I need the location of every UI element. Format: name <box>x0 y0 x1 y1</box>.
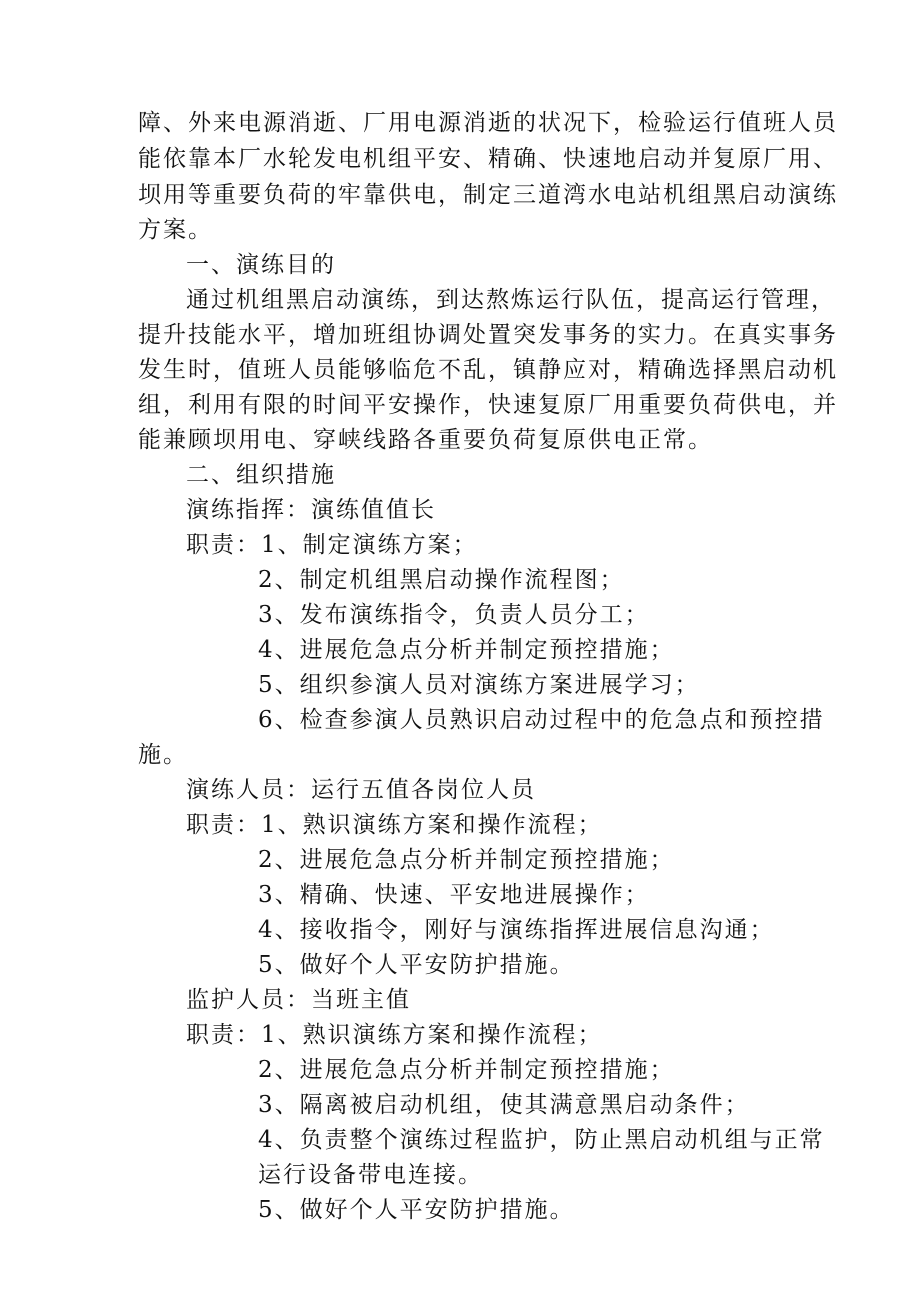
commander-duty-1: 职责：1、制定演练方案； <box>186 532 478 558</box>
participants-duty-5: 5、做好个人平安防护措施。 <box>258 952 575 978</box>
participants-role: 演练人员：运行五值各岗位人员 <box>186 777 536 803</box>
commander-duty-6-wrap: 施。 <box>138 742 188 768</box>
section-heading-organization: 二、组织措施 <box>186 462 336 488</box>
purpose-line-3: 发生时，值班人员能够临危不乱，镇静应对，精确选择黑启动机 <box>138 357 838 383</box>
commander-duty-4: 4、进展危急点分析并制定预控措施； <box>258 637 675 663</box>
commander-duty-2: 2、制定机组黑启动操作流程图； <box>258 567 625 593</box>
commander-duty-6: 6、检查参演人员熟识启动过程中的危急点和预控措 <box>258 707 825 733</box>
participants-duty-4: 4、接收指令，刚好与演练指挥进展信息沟通； <box>258 917 775 943</box>
supervisor-duty-4-wrap: 运行设备带电连接。 <box>258 1162 483 1188</box>
section-heading-purpose: 一、演练目的 <box>186 252 336 278</box>
intro-line-1: 障、外来电源消逝、厂用电源消逝的状况下，检验运行值班人员 <box>138 110 838 136</box>
participants-duty-1: 职责：1、熟识演练方案和操作流程； <box>186 812 603 838</box>
supervisor-duty-2: 2、进展危急点分析并制定预控措施； <box>258 1057 675 1083</box>
purpose-line-5: 能兼顾坝用电、穿峡线路各重要负荷复原供电正常。 <box>138 427 713 453</box>
commander-duty-3: 3、发布演练指令，负责人员分工； <box>258 602 650 628</box>
intro-line-3: 坝用等重要负荷的牢靠供电，制定三道湾水电站机组黑启动演练 <box>138 182 838 208</box>
supervisor-duty-4: 4、负责整个演练过程监护，防止黑启动机组与正常 <box>258 1127 825 1153</box>
intro-line-2: 能依靠本厂水轮发电机组平安、精确、快速地启动并复原厂用、 <box>138 146 838 172</box>
intro-line-4: 方案。 <box>138 217 213 243</box>
supervisor-duty-1: 职责：1、熟识演练方案和操作流程； <box>186 1022 603 1048</box>
commander-role: 演练指挥：演练值值长 <box>186 497 436 523</box>
participants-duty-3: 3、精确、快速、平安地进展操作； <box>258 882 650 908</box>
participants-duty-2: 2、进展危急点分析并制定预控措施； <box>258 847 675 873</box>
commander-duty-5: 5、组织参演人员对演练方案进展学习； <box>258 672 700 698</box>
supervisor-duty-3: 3、隔离被启动机组，使其满意黑启动条件； <box>258 1092 750 1118</box>
purpose-line-2: 提升技能水平，增加班组协调处置突发事务的实力。在真实事务 <box>138 322 838 348</box>
purpose-line-1: 通过机组黑启动演练，到达熬炼运行队伍，提高运行管理， <box>186 287 836 313</box>
purpose-line-4: 组，利用有限的时间平安操作，快速复原厂用重要负荷供电，并 <box>138 392 838 418</box>
supervisor-duty-5: 5、做好个人平安防护措施。 <box>258 1197 575 1223</box>
supervisor-role: 监护人员：当班主值 <box>186 987 411 1013</box>
